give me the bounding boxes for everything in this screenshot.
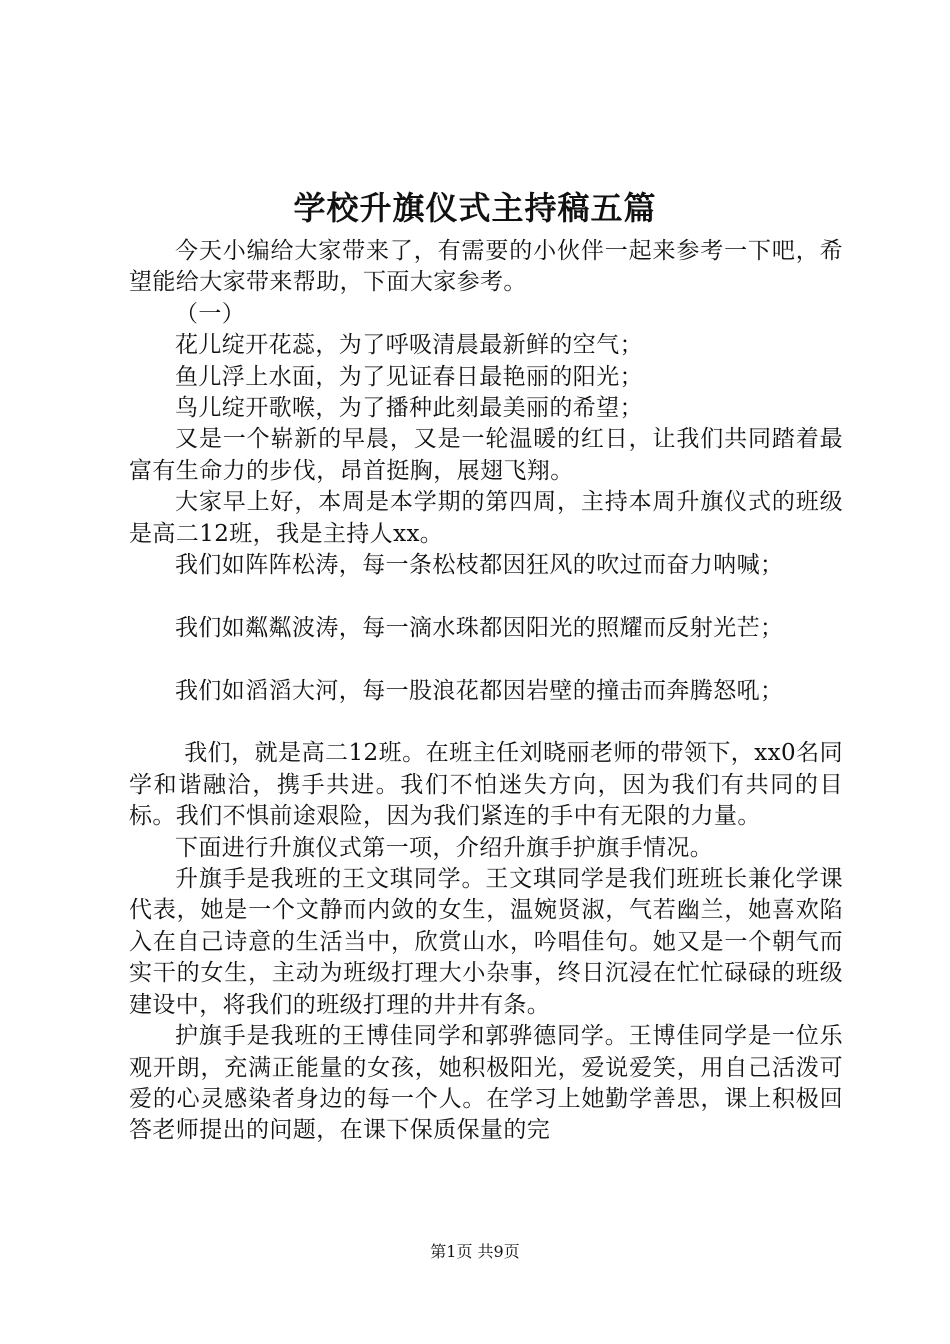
paragraph-greeting: 大家早上好，本周是本学期的第四周，主持本周升旗仪式的班级是高二12班，我是主持人xx。 xyxy=(129,489,843,547)
paragraph-section-marker: （一） xyxy=(175,300,246,327)
document-title: 学校升旗仪式主持稿五篇 xyxy=(293,189,657,227)
paragraph-intro: 今天小编给大家带来了，有需要的小伙伴一起来参考一下吧，希望能给大家带来帮助，下面大家参考。 xyxy=(129,238,843,296)
paragraph-class-intro: 我们，就是高二12班。在班主任刘晓丽老师的带领下，xx0名同学和谐融洽，携手共进。我们不怕迷失方向，因为我们有共同的目标。我们不惧前途艰险，因为我们紧连的手中有无限的力量。 xyxy=(129,740,843,830)
paragraph-line-birds: 鸟儿绽开歌喉，为了播种此刻最美丽的希望； xyxy=(175,395,643,422)
paragraph-sparkling-waves: 我们如粼粼波涛，每一滴水珠都因阳光的照耀而反射光芒； xyxy=(175,614,784,641)
paragraph-flag-guards: 护旗手是我班的王博佳同学和郭骅德同学。王博佳同学是一位乐观开朗，充满正能量的女孩，她积极阳光，爱说爱笑，用自己活泼可爱的心灵感染者身边的每一个人。在学习上她勤学善思，课上积极回答老师提出的问题，在课下保质保量的完 xyxy=(129,1023,843,1144)
paragraph-pine-waves: 我们如阵阵松涛，每一条松枝都因狂风的吹过而奋力呐喊； xyxy=(175,552,784,579)
paragraph-ceremony-step: 下面进行升旗仪式第一项，介绍升旗手护旗手情况。 xyxy=(175,834,714,861)
paragraph-line-fish: 鱼儿浮上水面，为了见证春日最艳丽的阳光； xyxy=(175,363,643,390)
paragraph-new-morning: 又是一个崭新的早晨，又是一轮温暖的红日，让我们共同踏着最富有生命力的步伐，昂首挺胸，展翅飞翔。 xyxy=(129,426,843,484)
paragraph-line-flowers: 花儿绽开花蕊，为了呼吸清晨最新鲜的空气； xyxy=(175,332,643,359)
paragraph-flag-raiser: 升旗手是我班的王文琪同学。王文琪同学是我们班班长兼化学课代表，她是一个文静而内敛的女生，温婉贤淑，气若幽兰，她喜欢陷入在自己诗意的生活当中，欣赏山水，吟唱佳句。她又是一个朝气而实干的女生，主动为班级打理大小杂事，终日沉浸在忙忙碌碌的班级建设中，将我们的班级打理的井井有条。 xyxy=(129,866,843,1018)
document-body xyxy=(129,236,843,1147)
page-footer: 第1页 共9页 xyxy=(430,1242,520,1261)
paragraph-great-river: 我们如滔滔大河，每一股浪花都因岩壁的撞击而奔腾怒吼； xyxy=(175,677,784,704)
